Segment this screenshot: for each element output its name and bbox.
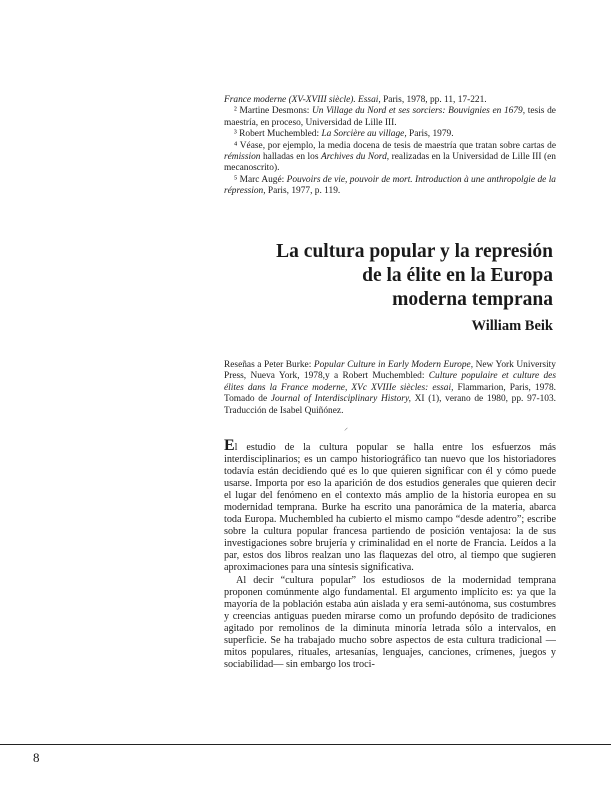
scan-mark: ⸝ [344, 423, 348, 432]
footnote-2: ² Martine Desmons: Un Village du Nord et ses sorciers: Bouvignies en 1679, tesis de maestría, en proceso, Universidad de Lille III. [224, 106, 556, 128]
drop-cap: E [224, 437, 235, 454]
title-line-1: La cultura popular y la represión [276, 241, 553, 262]
page-divider [0, 744, 611, 745]
article-title [233, 240, 553, 312]
title-line-2: de la élite en la Europa [362, 265, 553, 286]
page-number: 8 [33, 750, 40, 765]
body-paragraph-2: Al decir “cultura popular” los estudiosos de la modernidad temprana proponen comúnmente algo fundamental. El argumento implícito es: ya que la mayoría de la población estaba aún aislada y era semi-autónoma, sus costumbres y creencias antiguas pueden mirarse como un profundo depósito de tradiciones agitado por remolinos de la diminuta minoría letrada sólo a intervalos, en superficie. Se ha trabajado mucho sobre aspectos de esta cultura tradicional —mitos populares, rituales, artesanías, lenguajes, canciones, crímenes, juegos y sociabilidad— sin embargo los troci- [224, 574, 556, 670]
footnotes-block [224, 95, 556, 198]
footnote-4: ⁴ Véase, por ejemplo, la media docena de tesis de maestría que tratan sobre cartas de rémission halladas en los Archives du Nord, realizadas en la Universidad de Lille III (en mecanoscrito). [224, 140, 556, 174]
review-note: Reseñas a Peter Burke: Popular Culture in Early Modern Europe, New York University Press, Nueva York, 1978,y a Robert Muchembled: Culture populaire et culture des élites dans la France moderne, XVc XVIIIe siècles: essai, Flammarion, Paris, 1978. Tomado de Journal of Interdisciplinary History, XI (1), verano de 1980, pp. 97-103. Traducción de Isabel Quiñónez. [224, 360, 557, 416]
footnote-1: France moderne (XV-XVIII siècle). Essai, Paris, 1978, pp. 11, 17-221. [224, 95, 487, 105]
article-author: William Beik [471, 318, 553, 334]
title-line-3: moderna temprana [392, 289, 553, 310]
footnote-3: ³ Robert Muchembled: La Sorcière au village, Paris, 1979. [234, 129, 454, 140]
footnote-5: ⁵ Marc Augé: Pouvoirs de vie, pouvoir de mort. Introduction à une anthropolgie de la répression, Paris, 1977, p. 119. [224, 174, 556, 197]
body-paragraph-1: El estudio de la cultura popular se halla entre los esfuerzos más interdisciplinarios; es un campo historiográfico tan nuevo que los historiadores todavía están decidiendo qué es lo que quieren significar con él y cómo puede usarse. Importa por eso la aparición de dos estudios generales que quieren decir el lugar del fenómeno en el contexto más amplio de la historia europea en su modernidad temprana. Burke ha escrito una panorámica de la materia, abarca toda Europa. Muchembled ha cubierto el mismo campo “desde adentro”; escribe sobre la cultura popular francesa partiendo de posición ventajosa: la de sus investigaciones sobre brujería y criminalidad en el norte de Francia. Leídos a la par, estos dos libros realzan uno las flaquezas del otro, al tiempo que sugieren aproximaciones para una síntesis significativa. [224, 437, 556, 574]
article-body [224, 437, 556, 671]
